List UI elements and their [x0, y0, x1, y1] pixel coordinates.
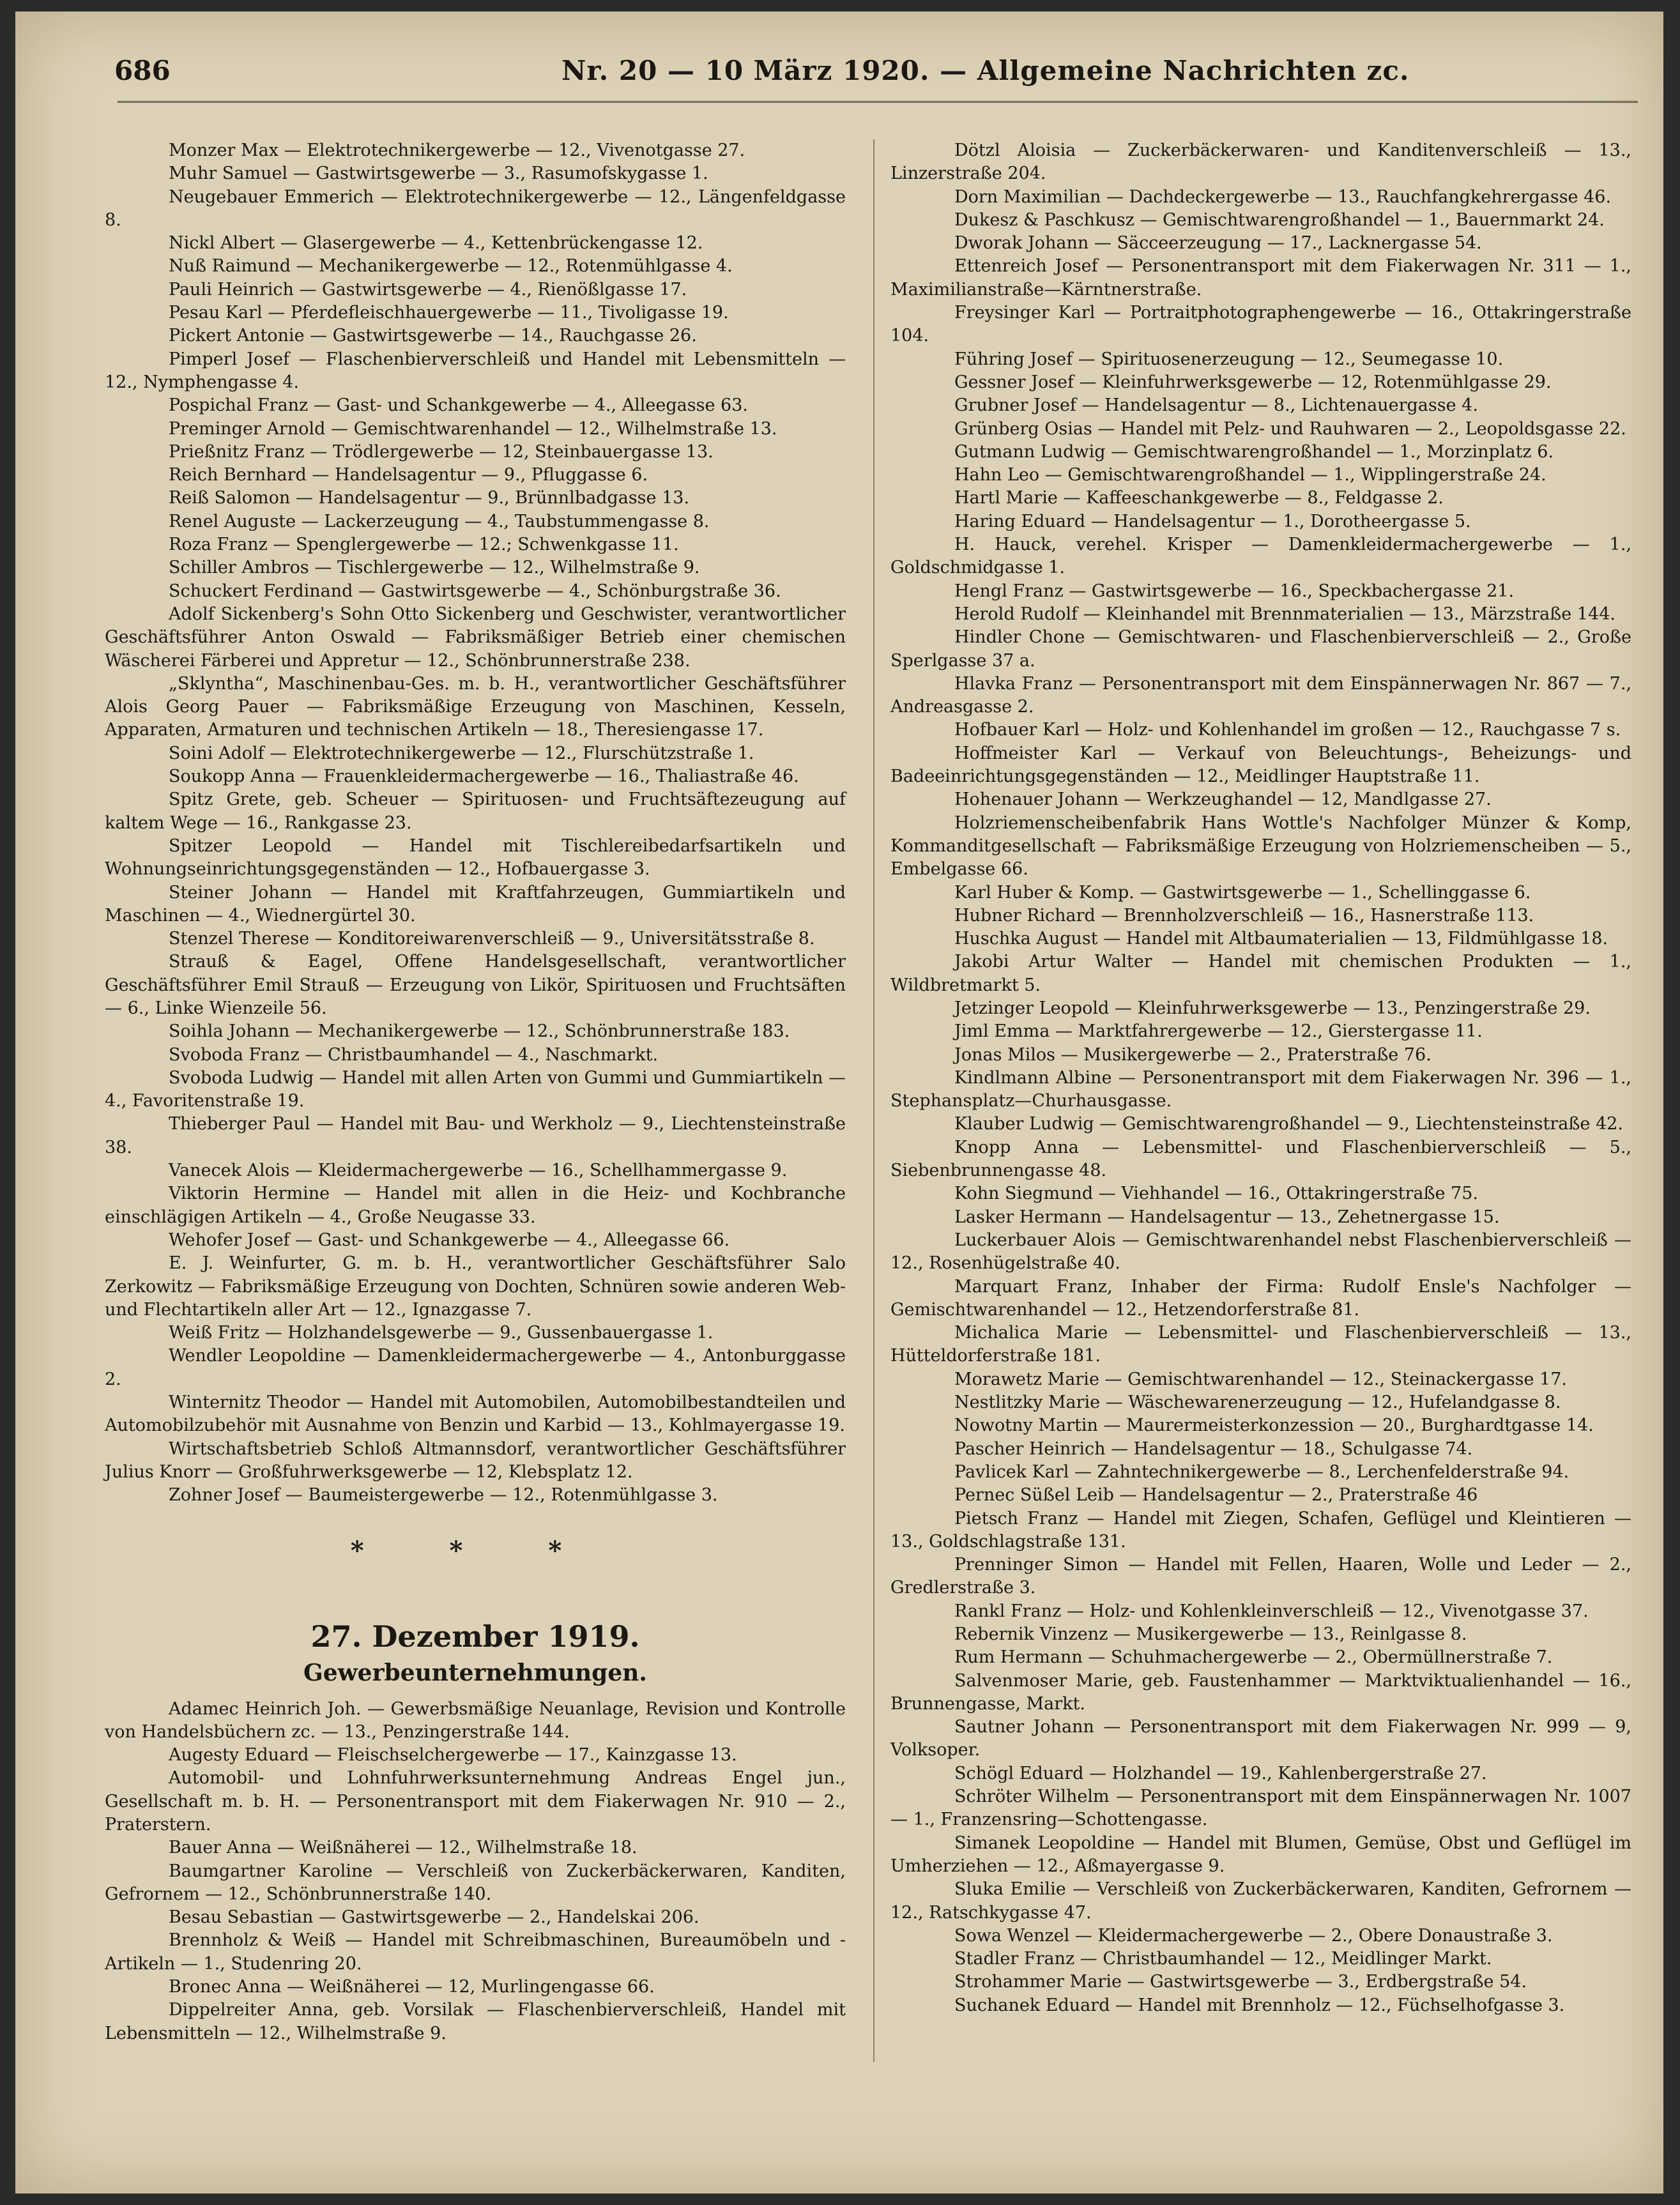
register-entry: Sluka Emilie — Verschleiß von Zuckerbäckerwaren, Kanditen, Gefrornem — 12., Ratschkygasse 47.	[890, 1879, 1631, 1923]
register-entry: Morawetz Marie — Gemischtwarenhandel — 12., Steinackergasse 17.	[954, 1369, 1568, 1389]
register-entry: Suchanek Eduard — Handel mit Brennholz — 12., Füchselhofgasse 3.	[954, 1995, 1565, 2015]
register-entry: Besau Sebastian — Gastwirtsgewerbe — 2., Handelskai 206.	[169, 1907, 699, 1928]
register-entry: Strohammer Marie — Gastwirtsgewerbe — 3., Erdbergstraße 54.	[954, 1972, 1527, 1992]
register-entry: Ettenreich Josef — Personentransport mit dem Fiakerwagen Nr. 311 — 1., Maximilianstraße—Kärntnerstraße.	[890, 256, 1631, 300]
register-entry: Adamec Heinrich Joh. — Gewerbsmäßige Neuanlage, Revision und Kontrolle von Handelsbüchern zc. — 13., Penzingerstraße 144.	[105, 1698, 846, 1742]
register-entry: Baumgartner Karoline — Verschleiß von Zuckerbäckerwaren, Kanditen, Gefrornem — 12., Schönbrunnerstraße 140.	[105, 1861, 846, 1904]
section-entries-list	[105, 1698, 846, 2045]
register-entry: Weiß Fritz — Holzhandelsgewerbe — 9., Gussenbauergasse 1.	[169, 1323, 714, 1343]
register-entry: Wehofer Josef — Gast- und Schankgewerbe — 4., Alleegasse 66.	[169, 1230, 730, 1250]
register-entry: Hofbauer Karl — Holz- und Kohlenhandel im großen — 12., Rauchgasse 7 s.	[954, 720, 1621, 740]
register-entry: Pavlicek Karl — Zahntechnikergewerbe — 8., Lerchenfelderstraße 94.	[954, 1461, 1569, 1482]
register-entry: Pascher Heinrich — Handelsagentur — 18., Schulgasse 74.	[954, 1438, 1473, 1459]
register-entry: Holzriemenscheibenfabrik Hans Wottle's Nachfolger Münzer & Komp, Kommanditgesellschaft — Fabriksmäßige Erzeugung von Holzriemenscheiben — 5., Embelgasse 66.	[890, 813, 1631, 880]
register-entry: Hohenauer Johann — Werkzeughandel — 12, Mandlgasse 27.	[954, 790, 1492, 810]
register-entry: Adolf Sickenberg's Sohn Otto Sickenberg und Geschwister, verantwortlicher Geschäftsführer Anton Oswald — Fabriksmäßiger Betrieb einer chemischen Wäscherei Färberei und Appretur — 12., Schönbrunnerstraße 238.	[105, 604, 846, 671]
register-entry: Pesau Karl — Pferdefleischhauergewerbe — 11., Tivoligasse 19.	[169, 303, 729, 323]
register-entry: Gutmann Ludwig — Gemischtwarengroßhandel — 1., Morzinplatz 6.	[954, 441, 1554, 462]
register-entry: Pickert Antonie — Gastwirtsgewerbe — 14., Rauchgasse 26.	[169, 326, 697, 346]
register-entry: Preminger Arnold — Gemischtwarenhandel — 12., Wilhelmstraße 13.	[169, 418, 777, 439]
register-entry: Pietsch Franz — Handel mit Ziegen, Schafen, Geflügel und Kleintieren — 13., Goldschlagstraße 131.	[890, 1508, 1631, 1552]
register-entry: Wendler Leopoldine — Damenkleidermachergewerbe — 4., Antonburggasse 2.	[105, 1346, 846, 1389]
register-entry: Pospichal Franz — Gast- und Schankgewerbe — 4., Alleegasse 63.	[169, 395, 748, 416]
register-entry: Monzer Max — Elektrotechnikergewerbe — 12., Vivenotgasse 27.	[169, 141, 745, 160]
register-entry: Salvenmoser Marie, geb. Faustenhammer — Marktviktualienhandel — 16., Brunnengasse, Markt.	[890, 1670, 1631, 1714]
register-entry: Hahn Leo — Gemischtwarengroßhandel — 1., Wipplingerstraße 24.	[954, 465, 1546, 485]
register-entry: Luckerbauer Alois — Gemischtwarenhandel nebst Flaschenbierverschleiß — 12., Rosenhügelstraße 40.	[890, 1230, 1631, 1274]
register-entry: Dötzl Aloisia — Zuckerbäckerwaren- und Kanditenverschleiß — 13., Linzerstraße 204.	[890, 141, 1631, 184]
register-entry: H. Hauck, verehel. Krisper — Damenkleidermachergewerbe — 1., Goldschmidgasse 1.	[890, 535, 1631, 578]
register-entry: Rankl Franz — Holz- und Kohlenkleinverschleiß — 12., Vivenotgasse 37.	[954, 1601, 1589, 1621]
register-entry: Hlavka Franz — Personentransport mit dem Einspännerwagen Nr. 867 — 7., Andreasgasse 2.	[890, 673, 1631, 717]
register-entry: Sowa Wenzel — Kleidermachergewerbe — 2., Obere Donaustraße 3.	[954, 1925, 1553, 1946]
register-entry: Winternitz Theodor — Handel mit Automobilen, Automobilbestandteilen und Automobilzubehör mit Ausnahme von Benzin und Karbid — 13., Kohlmayergasse 19.	[105, 1392, 846, 1436]
register-entry: Stadler Franz — Christbaumhandel — 12., Meidlinger Markt.	[954, 1949, 1492, 1969]
newspaper-page	[15, 11, 1663, 2194]
register-entry: Spitzer Leopold — Handel mit Tischlereibedarfsartikeln und Wohnungseinrichtungsgegenständen — 12., Hofbauergasse 3.	[105, 835, 846, 880]
register-entry: Gessner Josef — Kleinfuhrwerksgewerbe — 12, Rotenmühlgasse 29.	[954, 372, 1552, 392]
register-entry: Herold Rudolf — Kleinhandel mit Brennmaterialien — 13., Märzstraße 144.	[954, 604, 1615, 624]
register-entry: Augesty Eduard — Fleischselchergewerbe — 17., Kainzgasse 13.	[169, 1745, 737, 1766]
left-entries-list	[105, 139, 846, 1507]
register-entry: Pernec Süßel Leib — Handelsagentur — 2., Praterstraße 46	[954, 1485, 1478, 1506]
register-entry: Automobil- und Lohnfuhrwerksunternehmung Andreas Engel jun., Gesellschaft m. b. H. — Personentransport mit dem Fiakerwagen Nr. 910 — 2., Praterstern.	[105, 1768, 846, 1835]
register-entry: Pimperl Josef — Flaschenbierverschleiß und Handel mit Lebensmitteln — 12., Nymphengasse 4.	[105, 349, 846, 392]
register-entry: Jakobi Artur Walter — Handel mit chemischen Produkten — 1., Wildbretmarkt 5.	[890, 952, 1631, 995]
register-entry: E. J. Weinfurter, G. m. b. H., verantwortlicher Geschäftsführer Salo Zerkowitz — Fabriksmäßige Erzeugung von Dochten, Schnüren sowie anderen Web- und Flechtartikeln aller Art — 12., Ignazgasse 7.	[105, 1253, 846, 1320]
register-entry: Soini Adolf — Elektrotechnikergewerbe — 12., Flurschützstraße 1.	[169, 743, 754, 763]
register-entry: Marquart Franz, Inhaber der Firma: Rudolf Ensle's Nachfolger — Gemischtwarenhandel — 12., Hetzendorferstraße 81.	[890, 1276, 1631, 1320]
register-entry: Hengl Franz — Gastwirtsgewerbe — 16., Speckbachergasse 21.	[954, 581, 1515, 601]
register-entry: Prießnitz Franz — Trödlergewerbe — 12, Steinbauergasse 13.	[169, 441, 714, 462]
register-entry: Hubner Richard — Brennholzverschleiß — 16., Hasnerstraße 113.	[954, 905, 1534, 926]
register-entry: Jetzinger Leopold — Kleinfuhrwerksgewerbe — 13., Penzingerstraße 29.	[954, 998, 1591, 1018]
page-header	[114, 55, 1644, 100]
register-entry: Hindler Chone — Gemischtwaren- und Flaschenbierverschleiß — 2., Große Sperlgasse 37 a.	[890, 627, 1631, 671]
register-entry: Zohner Josef — Baumeistergewerbe — 12., Rotenmühlgasse 3.	[169, 1485, 718, 1506]
register-entry: Roza Franz — Spenglergewerbe — 12.; Schwenkgasse 11.	[169, 535, 679, 555]
register-entry: Soihla Johann — Mechanikergewerbe — 12., Schönbrunnerstraße 183.	[169, 1021, 790, 1042]
register-entry: Svoboda Franz — Christbaumhandel — 4., Naschmarkt.	[169, 1044, 659, 1065]
register-entry: Grünberg Osias — Handel mit Pelz- und Rauhwaren — 2., Leopoldsgasse 22.	[954, 418, 1626, 439]
register-entry: Neugebauer Emmerich — Elektrotechnikergewerbe — 12., Längenfeldgasse 8.	[105, 187, 846, 230]
register-entry: Stenzel Therese — Konditoreiwarenverschleiß — 9., Universitätsstraße 8.	[169, 929, 815, 949]
register-entry: „Sklyntha“, Maschinenbau-Ges. m. b. H., verantwortlicher Geschäftsführer Alois Georg Pauer — Fabriksmäßige Erzeugung von Maschinen, Kesseln, Apparaten, Armaturen und technischen Artikeln — 18., Theresiengasse 17.	[105, 673, 846, 740]
register-entry: Strauß & Eagel, Offene Handelsgesellschaft, verantwortlicher Geschäftsführer Emil Strauß — Erzeugung von Likör, Spirituosen und Fruchtsäften — 6., Linke Wienzeile 56.	[105, 952, 846, 1018]
register-entry: Kindlmann Albine — Personentransport mit dem Fiakerwagen Nr. 396 — 1., Stephansplatz—Churhausgasse.	[890, 1067, 1631, 1111]
register-entry: Vanecek Alois — Kleidermachergewerbe — 16., Schellhammergasse 9.	[169, 1161, 788, 1181]
register-entry: Michalica Marie — Lebensmittel- und Flaschenbierverschleiß — 13., Hütteldorferstraße 181.	[890, 1323, 1631, 1366]
register-entry: Nowotny Martin — Maurermeisterkonzession — 20., Burghardtgasse 14.	[954, 1415, 1594, 1436]
register-entry: Führing Josef — Spirituosenerzeugung — 12., Seumegasse 10.	[954, 349, 1504, 369]
right-entries-list	[890, 139, 1631, 2017]
register-entry: Schuckert Ferdinand — Gastwirtsgewerbe — 4., Schönburgstraße 36.	[169, 581, 781, 601]
section-subheading: Gewerbeunternehmungen.	[303, 1659, 647, 1686]
register-entry: Nestlitzky Marie — Wäschewarenerzeugung — 12., Hufelandgasse 8.	[954, 1392, 1561, 1413]
register-entry: Knopp Anna — Lebensmittel- und Flaschenbierverschleiß — 5., Siebenbrunnengasse 48.	[890, 1137, 1631, 1181]
register-entry: Dworak Johann — Säcceerzeugung — 17., Lacknergasse 54.	[954, 233, 1482, 254]
register-entry: Rum Hermann — Schuhmachergewerbe — 2., Obermüllnerstraße 7.	[954, 1647, 1553, 1668]
header-rule	[118, 101, 1638, 107]
register-entry: Prenninger Simon — Handel mit Fellen, Haaren, Wolle und Leder — 2., Gredlerstraße 3.	[890, 1555, 1631, 1598]
register-entry: Reiß Salomon — Handelsagentur — 9., Brünnlbadgasse 13.	[169, 488, 690, 508]
register-entry: Grubner Josef — Handelsagentur — 8., Lichtenauergasse 4.	[954, 395, 1478, 416]
register-entry: Renel Auguste — Lackerzeugung — 4., Taubstummengasse 8.	[169, 511, 710, 531]
register-entry: Steiner Johann — Handel mit Kraftfahrzeugen, Gummiartikeln und Maschinen — 4., Wiednergürtel 30.	[105, 882, 846, 926]
page-number: 686	[114, 55, 171, 86]
register-entry: Muhr Samuel — Gastwirtsgewerbe — 3., Rasumofskygasse 1.	[169, 164, 708, 184]
register-entry: Viktorin Hermine — Handel mit allen in die Heiz- und Kochbranche einschlägigen Artikeln — 4., Große Neugasse 33.	[105, 1184, 846, 1227]
register-entry: Bronec Anna — Weißnäherei — 12, Murlingengasse 66.	[169, 1977, 655, 1997]
register-entry: Hoffmeister Karl — Verkauf von Beleuchtungs-, Beheizungs- und Badeeinrichtungsgegenständen — 12., Meidlinger Hauptstraße 11.	[890, 743, 1631, 787]
register-entry: Schröter Wilhelm — Personentransport mit dem Einspännerwagen Nr. 1007 — 1., Franzensring—Schottengasse.	[890, 1787, 1631, 1830]
right-column	[890, 139, 1631, 2017]
register-entry: Sautner Johann — Personentransport mit dem Fiakerwagen Nr. 999 — 9, Volksoper.	[890, 1717, 1631, 1760]
register-entry: Nuß Raimund — Mechanikergewerbe — 12., Rotenmühlgasse 4.	[169, 256, 733, 277]
header-title: Nr. 20 — 10 März 1920. — Allgemeine Nachrichten zc.	[561, 55, 1410, 86]
register-entry: Rebernik Vinzenz — Musikergewerbe — 13., Reinlgasse 8.	[954, 1624, 1467, 1644]
register-entry: Schiller Ambros — Tischlergewerbe — 12., Wilhelmstraße 9.	[169, 558, 700, 578]
register-entry: Karl Huber & Komp. — Gastwirtsgewerbe — 1., Schellinggasse 6.	[954, 882, 1531, 903]
register-entry: Brennholz & Weiß — Handel mit Schreibmaschinen, Bureaumöbeln und -Artikeln — 1., Studenring 20.	[105, 1930, 846, 1974]
register-entry: Klauber Ludwig — Gemischtwarengroßhandel — 9., Liechtensteinstraße 42.	[954, 1114, 1623, 1134]
register-entry: Hartl Marie — Kaffeeschankgewerbe — 8., Feldgasse 2.	[954, 488, 1444, 508]
left-column	[105, 139, 846, 2045]
register-entry: Lasker Hermann — Handelsagentur — 13., Zehetnergasse 15.	[954, 1207, 1500, 1227]
section-separator: * * *	[350, 1535, 600, 1566]
register-entry: Schögl Eduard — Holzhandel — 19., Kahlenbergerstraße 27.	[954, 1763, 1487, 1783]
register-entry: Reich Bernhard — Handelsagentur — 9., Pfluggasse 6.	[169, 465, 648, 485]
register-entry: Bauer Anna — Weißnäherei — 12., Wilhelmstraße 18.	[169, 1838, 638, 1858]
register-entry: Dorn Maximilian — Dachdeckergewerbe — 13., Rauchfangkehrergasse 46.	[954, 187, 1612, 207]
register-entry: Dukesz & Paschkusz — Gemischtwarengroßhandel — 1., Bauernmarkt 24.	[954, 210, 1605, 230]
register-entry: Haring Eduard — Handelsagentur — 1., Dorotheergasse 5.	[954, 511, 1471, 531]
register-entry: Spitz Grete, geb. Scheuer — Spirituosen- und Fruchtsäftezeugung auf kaltem Wege — 16., Rankgasse 23.	[105, 790, 846, 833]
register-entry: Svoboda Ludwig — Handel mit allen Arten von Gummi und Gummiartikeln — 4., Favoritenstraße 19.	[105, 1067, 846, 1111]
register-entry: Nickl Albert — Glasergewerbe — 4., Kettenbrückengasse 12.	[169, 233, 703, 254]
register-entry: Soukopp Anna — Frauenkleidermachergewerbe — 16., Thaliastraße 46.	[169, 767, 799, 787]
register-entry: Kohn Siegmund — Viehhandel — 16., Ottakringerstraße 75.	[954, 1184, 1478, 1204]
column-divider	[873, 139, 874, 2062]
section-date-heading: 27. Dezember 1919.	[310, 1619, 640, 1654]
register-entry: Thieberger Paul — Handel mit Bau- und Werkholz — 9., Liechtensteinstraße 38.	[105, 1114, 846, 1157]
register-entry: Wirtschaftsbetrieb Schloß Altmannsdorf, verantwortlicher Geschäftsführer Julius Knorr — Großfuhrwerksgewerbe — 12, Klebsplatz 12.	[105, 1438, 846, 1482]
register-entry: Simanek Leopoldine — Handel mit Blumen, Gemüse, Obst und Geflügel im Umherziehen — 12., Aßmayergasse 9.	[890, 1833, 1631, 1876]
register-entry: Dippelreiter Anna, geb. Vorsilak — Flaschenbierverschleiß, Handel mit Lebensmitteln — 12., Wilhelmstraße 9.	[105, 2000, 846, 2043]
register-entry: Pauli Heinrich — Gastwirtsgewerbe — 4., Rienößlgasse 17.	[169, 279, 687, 300]
register-entry: Freysinger Karl — Portraitphotographengewerbe — 16., Ottakringerstraße 104.	[890, 303, 1631, 346]
register-entry: Jonas Milos — Musikergewerbe — 2., Praterstraße 76.	[954, 1044, 1432, 1065]
register-entry: Jiml Emma — Marktfahrergewerbe — 12., Gierstergasse 11.	[954, 1021, 1483, 1042]
register-entry: Huschka August — Handel mit Altbaumaterialien — 13, Fildmühlgasse 18.	[954, 929, 1608, 949]
